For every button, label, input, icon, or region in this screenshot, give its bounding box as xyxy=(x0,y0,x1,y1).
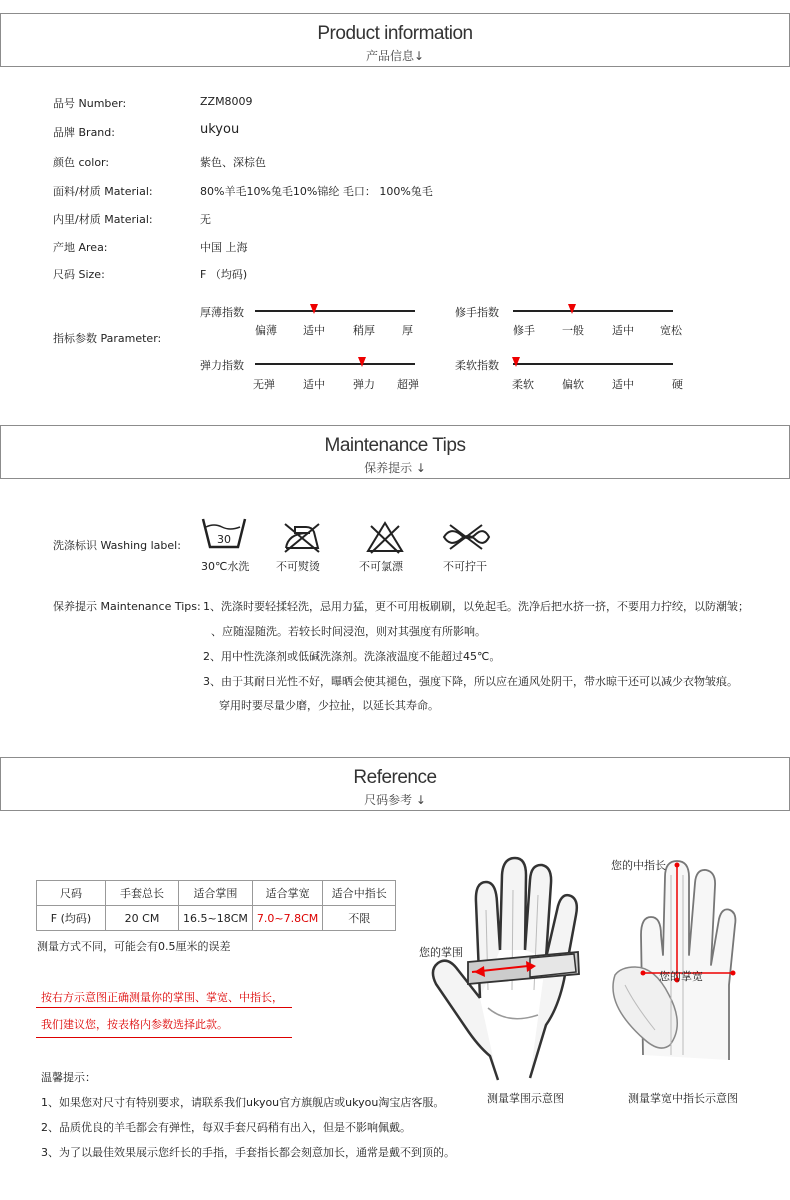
washing-label: 洗涤标识 Washing label: xyxy=(53,539,181,552)
scale-title: 柔软指数 xyxy=(455,359,499,372)
scale-tick: 宽松 xyxy=(660,324,682,337)
red-underline xyxy=(36,1037,292,1038)
table-header: 适合掌宽 xyxy=(252,881,322,906)
scale-tick: 偏软 xyxy=(562,378,584,391)
red-note: 按右方示意图正确测量你的掌围、掌宽、中指长， xyxy=(41,991,283,1004)
table-cell: F (均码) xyxy=(37,906,106,931)
scale-marker xyxy=(310,304,318,314)
parameter-label: 指标参数 Parameter: xyxy=(53,332,162,345)
info-label: 内里/材质 Material: xyxy=(53,213,153,226)
info-value: F （均码) xyxy=(200,268,248,281)
wash-temp: 30 xyxy=(217,533,231,546)
scale-tick: 硬 xyxy=(672,378,683,391)
scale-tick: 适中 xyxy=(612,378,634,391)
section-subtitle: 产品信息↓ xyxy=(365,49,425,63)
reminder-line: 2、品质优良的羊毛都会有弹性，每双手套尺码稍有出入，但是不影响佩戴。 xyxy=(41,1121,411,1134)
product-info-header xyxy=(0,13,790,67)
no-iron-icon xyxy=(281,520,323,554)
size-table xyxy=(36,880,396,931)
scale-tick: 适中 xyxy=(303,378,325,391)
scale-tick: 适中 xyxy=(303,324,325,337)
palm-label: 您的掌围 xyxy=(419,946,463,959)
table-header: 手套总长 xyxy=(106,881,179,906)
table-header: 尺码 xyxy=(37,881,106,906)
maintenance-header xyxy=(0,425,790,479)
table-cell: 16.5~18CM xyxy=(179,906,253,931)
info-label: 品号 Number: xyxy=(53,97,127,110)
tip-line: 2、用中性洗涤剂或低碱洗涤剂。洗涤液温度不能超过45℃。 xyxy=(203,650,501,663)
reminder-line: 3、为了以最佳效果展示您纤长的手指，手套指长都会刻意加长，通常是戴不到顶的。 xyxy=(41,1146,455,1159)
middle-finger-label: 您的中指长 xyxy=(611,859,666,872)
no-wring-icon xyxy=(440,522,492,552)
scale-line xyxy=(513,363,673,365)
reminder-line: 1、如果您对尺寸有特别要求，请联系我们ukyou官方旗舰店或ukyou淘宝店客服。 xyxy=(41,1096,445,1109)
reference-header xyxy=(0,757,790,811)
info-value: ukyou xyxy=(200,122,240,137)
info-value: 80%羊毛10%兔毛10%锦纶 毛口： 100%兔毛 xyxy=(200,185,433,198)
scale-tick: 弹力 xyxy=(353,378,375,391)
red-underline xyxy=(36,1007,292,1008)
section-subtitle: 尺码参考 ↓ xyxy=(364,793,426,807)
diagram-caption: 测量掌宽中指长示意图 xyxy=(628,1092,738,1105)
section-subtitle: 保养提示 ↓ xyxy=(364,461,426,475)
tip-line: 、应随湿随洗。若较长时间浸泡，则对其强度有所影响。 xyxy=(211,625,486,638)
scale-tick: 偏薄 xyxy=(255,324,277,337)
table-header: 适合掌围 xyxy=(179,881,253,906)
scale-line xyxy=(255,363,415,365)
red-note: 我们建议您，按表格内参数选择此款。 xyxy=(41,1018,228,1031)
reminder-title: 温馨提示： xyxy=(41,1071,96,1084)
scale-tick: 超弹 xyxy=(397,378,419,391)
table-header-row xyxy=(37,881,396,906)
table-cell: 7.0~7.8CM xyxy=(252,906,322,931)
tip-line: 穿用时要尽量少磨，少拉扯，以延长其寿命。 xyxy=(219,699,439,712)
table-row xyxy=(37,906,396,931)
tip-line: 1、洗涤时要轻揉轻洗，忌用力猛，更不可用板刷刷，以免起毛。洗净后把水挤一挤，不要用力拧绞，以防潮皱； xyxy=(203,600,749,613)
scale-line xyxy=(255,310,415,312)
info-value: 中国 上海 xyxy=(200,241,248,254)
info-value: ZZM8009 xyxy=(200,95,253,108)
diagram-caption: 测量掌围示意图 xyxy=(487,1092,564,1105)
info-label: 颜色 color: xyxy=(53,156,110,169)
scale-tick: 修手 xyxy=(513,324,535,337)
scale-title: 厚薄指数 xyxy=(200,306,244,319)
scale-title: 修手指数 xyxy=(455,306,499,319)
table-cell: 不限 xyxy=(323,906,396,931)
measure-note: 测量方式不同，可能会有0.5厘米的误差 xyxy=(37,940,231,953)
palm-diagram xyxy=(418,850,596,1085)
scale-tick: 厚 xyxy=(402,324,413,337)
table-header: 适合中指长 xyxy=(323,881,396,906)
wash-caption: 30℃水洗 xyxy=(201,560,250,573)
scale-tick: 适中 xyxy=(612,324,634,337)
scale-marker xyxy=(512,357,520,367)
section-title: Maintenance Tips xyxy=(324,435,466,456)
scale-marker xyxy=(568,304,576,314)
section-title: Product information xyxy=(317,23,473,44)
scale-line xyxy=(513,310,673,312)
wash-caption: 不可氯漂 xyxy=(359,560,403,573)
no-bleach-icon xyxy=(365,520,405,554)
palm-width-label: 您的掌宽 xyxy=(659,970,703,983)
section-title: Reference xyxy=(353,767,437,788)
info-label: 产地 Area: xyxy=(53,241,108,254)
tip-line: 3、由于其耐日光性不好，曝晒会使其褪色，强度下降，所以应在通风处阴干，带水晾干还可以减少衣物皱痕。 xyxy=(203,675,738,688)
wash-30-icon xyxy=(200,515,248,553)
scale-marker xyxy=(358,357,366,367)
scale-tick: 柔软 xyxy=(512,378,534,391)
info-label: 尺码 Size: xyxy=(53,268,105,281)
table-cell: 20 CM xyxy=(106,906,179,931)
scale-tick: 稍厚 xyxy=(353,324,375,337)
info-value: 无 xyxy=(200,213,211,226)
wash-caption: 不可拧干 xyxy=(443,560,487,573)
info-label: 品牌 Brand: xyxy=(53,126,115,139)
tips-label: 保养提示 Maintenance Tips: xyxy=(53,600,201,613)
scale-title: 弹力指数 xyxy=(200,359,244,372)
scale-tick: 一般 xyxy=(562,324,584,337)
scale-tick: 无弹 xyxy=(253,378,275,391)
info-label: 面料/材质 Material: xyxy=(53,185,153,198)
wash-caption: 不可熨烫 xyxy=(276,560,320,573)
info-value: 紫色、深棕色 xyxy=(200,156,266,169)
